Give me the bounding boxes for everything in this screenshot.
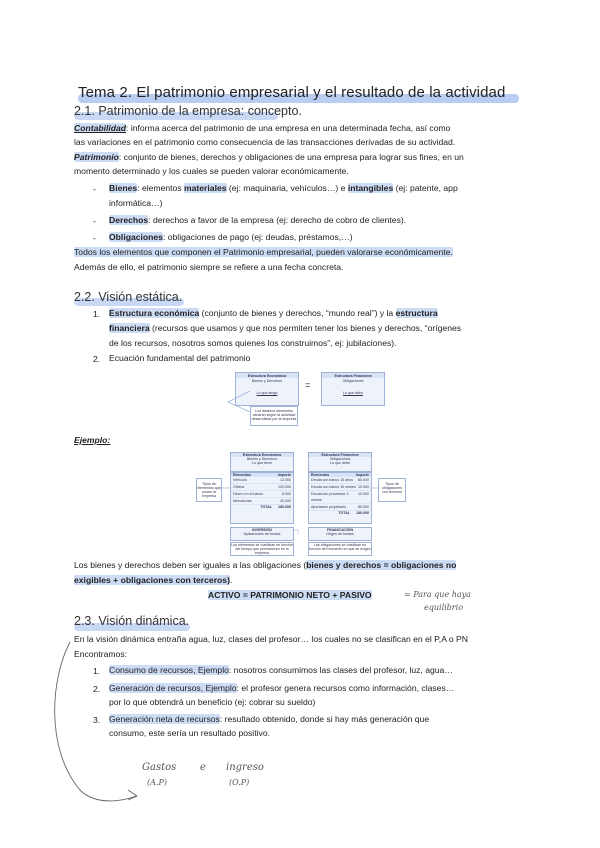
section-heading-2-1: 2.1. Patrimonio de la empresa: concepto.: [74, 104, 302, 118]
patrimonio-line-2: momento determinado y los cuales se pueden valorar económicamente.: [74, 166, 349, 176]
diagram-right-sub: Obligaciones: [342, 379, 364, 383]
bienes-text-3: (ej: patente, app: [393, 183, 458, 193]
example-right-sub: Obligaciones: [329, 457, 351, 461]
todos-text: Todos los elementos que componen el Patrimonio empresarial, pueden valorarse económicamente.: [74, 247, 453, 257]
financiacion-box: [308, 527, 372, 541]
example-left-title: Estructura Económica: [231, 453, 293, 457]
col-importe: Importe: [277, 473, 291, 477]
obligaciones-label: Obligaciones: [109, 232, 163, 242]
diagram-left-sub: Bienes y Derechos: [251, 379, 283, 383]
col-importe: Importe: [355, 473, 369, 477]
bienes-iguales-text: Los bienes y derechos deben ser iguales a las obligaciones (: [74, 560, 307, 570]
generacion-text: : el profesor genera recursos como información, clases…: [236, 683, 455, 693]
obligaciones-text: : obligaciones de pago (ej: deudas, préstamos,…): [162, 232, 353, 242]
encontramos: Encontramos:: [74, 649, 128, 659]
estructura-text: (conjunto de bienes y derechos, “mundo real”) y la: [199, 308, 396, 318]
contabilidad-text: : informa acerca del patrimonio de una empresa en una determinada fecha, así como: [126, 123, 451, 133]
hand-ingreso: ingreso: [226, 762, 264, 773]
diagram-note-text: Los distintos elementos variarán según la actividad desarrollada por la empresa: [251, 409, 297, 421]
right-side-note-text: Tipos de obligaciones con terceros: [382, 482, 402, 494]
estructura-line-1: [109, 306, 438, 320]
derechos-line: [109, 213, 406, 227]
row-element: Vehículo: [233, 478, 247, 482]
list-number: 1.: [93, 666, 101, 676]
consumo-label: Consumo de recursos, Ejemplo: [109, 665, 229, 675]
bottom-right-note-text: Las obligaciones se clasifican en función del momento en que se exigen: [309, 543, 371, 551]
ejemplo-label: [74, 433, 110, 447]
contabilidad-line-1: [74, 121, 450, 135]
bottom-left-note: [230, 542, 294, 556]
ecuacion-line: Ecuación fundamental del patrimonio: [109, 353, 251, 363]
generacion-neta-line-2: consumo, este sería un resultado positivo.: [109, 728, 270, 738]
example-right-title: Estructura Financiera: [309, 453, 371, 457]
financiacion-title: FINANCIACIÓN: [326, 528, 354, 532]
bienes-text-2: (ej: maquinaria, vehículos…) e: [226, 183, 348, 193]
row-element: Aportación propietario: [311, 505, 347, 509]
todos-line-1: [74, 245, 453, 259]
derechos-label: Derechos: [109, 215, 149, 225]
hand-arrow: [40, 640, 150, 810]
generacion-line-1: [109, 681, 454, 695]
bienes-text: : elementos: [137, 183, 184, 193]
financiacion-sub: Origen de fondos: [326, 532, 354, 536]
bienes-line-2: informática…): [109, 198, 163, 208]
inversion-title: INVERSIÓN: [252, 528, 272, 532]
row-amount: 40.000: [280, 499, 291, 503]
total-value: 180.000: [278, 505, 291, 509]
hand-op: (O.P): [229, 778, 250, 787]
row-element: Deuda con banco 10 meses: [311, 485, 356, 489]
generacion-label: Generación de recursos, Ejemplo: [109, 683, 237, 693]
consumo-text: : nosotros consumimos las clases del profesor, luz, agua…: [228, 665, 453, 675]
todos-line-2: Además de ello, el patrimonio siempre se refiere a una fecha concreta.: [74, 262, 344, 272]
row-amount: 10.000: [358, 485, 369, 489]
bienes-label: Bienes: [109, 183, 138, 193]
total-value: 180.000: [356, 511, 369, 515]
row-amount: 80.000: [358, 505, 369, 509]
list-number: 1.: [93, 309, 101, 319]
inversion-sub: Aplicaciones de fondos: [243, 532, 281, 536]
bullet-dash: -: [93, 184, 96, 194]
diagram-right-box: [321, 372, 385, 406]
bienes-iguales-line-2: [74, 573, 232, 587]
left-side-note-text: Tipos de elementos que posee la empresa: [197, 482, 221, 498]
bienes-iguales-line-1: [74, 558, 456, 572]
total-label: TOTAL: [338, 511, 350, 515]
estructura-text-2: (recursos que usamos y que nos permiten tener los bienes y derechos, “orígenes: [149, 323, 462, 333]
consumo-line: [109, 663, 453, 677]
hand-ap: (A.P): [147, 778, 167, 787]
bottom-right-note: [308, 542, 372, 556]
obligaciones-line: [109, 230, 353, 244]
equation-text: ACTIVO = PATRIMONIO NETO + PASIVO: [208, 590, 372, 600]
row-element: Oficina: [233, 485, 245, 489]
row-amount: 12.000: [280, 478, 291, 482]
bullet-dash: -: [93, 216, 96, 226]
estructura-label: estructura: [395, 308, 438, 318]
row-element: Dinero en el banco: [233, 492, 264, 496]
hand-e: e: [200, 762, 206, 773]
row-element: Deuda con banco 15 años: [311, 478, 353, 482]
bullet-dash: -: [93, 233, 96, 243]
contabilidad-label: Contabilidad: [74, 123, 127, 133]
generacion-neta-label: Generación neta de recursos: [109, 714, 220, 724]
inversion-box: [230, 527, 294, 541]
patrimonio-line-1: [74, 150, 464, 164]
list-number: 2.: [93, 684, 101, 694]
list-number: 2.: [93, 354, 101, 364]
patrimonio-label: Patrimonio: [74, 152, 119, 162]
financiera-label: financiera: [109, 323, 150, 333]
example-left-sub: Bienes y Derechos: [246, 457, 278, 461]
bienes-iguales-period: .: [229, 575, 233, 585]
row-amount: 120.000: [278, 485, 291, 489]
generacion-neta-line-1: [109, 712, 429, 726]
page-title: Tema 2. El patrimonio empresarial y el resultado de la actividad: [78, 84, 506, 101]
materiales-label: materiales: [184, 183, 227, 193]
generacion-line-2: por lo que obtendrá un beneficio (ej: cobrar su sueldo): [109, 697, 316, 707]
row-amount: 10.000: [358, 492, 369, 496]
col-elementos: Elementos: [311, 473, 330, 477]
row-amount: 8.000: [282, 492, 291, 496]
diagram-note: [250, 406, 298, 426]
hand-note-eq-2: equilibrio: [424, 603, 464, 612]
example-left-foot: Lo que tiene: [252, 461, 272, 465]
bienes-line-1: [109, 181, 458, 195]
diagram-equals: =: [305, 380, 311, 390]
derechos-text: : derechos a favor de la empresa (ej: derecho de cobro de clientes).: [148, 215, 407, 225]
contabilidad-line-2: las variaciones en el patrimonio como consecuencia de las transacciones derivadas de su actividad.: [74, 137, 456, 147]
bienes-iguales-bold: bienes y derechos = obligaciones no: [306, 560, 457, 570]
row-element: Mercancías: [233, 499, 252, 503]
equation-line: [208, 588, 372, 602]
col-elementos: Elementos: [233, 473, 252, 477]
section-heading-2-3: 2.3. Visión dinámica.: [74, 614, 190, 628]
diagram-right-title: Estructura Financiera: [322, 373, 384, 378]
hand-note-eq-1: = Para que haya: [404, 590, 471, 599]
example-right-header: [308, 452, 372, 472]
generacion-neta-text: : resultado obtenido, donde si hay más generación que: [219, 714, 430, 724]
estructura-line-3: de los recursos, nosotros somos quienes los construimos”, ej: jubilaciones).: [109, 338, 397, 348]
patrimonio-text: : conjunto de bienes, derechos y obligaciones de una empresa para lograr sus fines, en un: [118, 152, 464, 162]
bienes-iguales-bold-2: exigibles + obligaciones con terceros): [74, 575, 230, 585]
bottom-left-note-text: Los elementos se clasifican en función del tiempo que permanecen en la empresa: [231, 543, 293, 555]
example-left-header: [230, 452, 294, 472]
row-amount: 80.000: [358, 478, 369, 482]
intangibles-label: intangibles: [347, 183, 394, 193]
hand-gastos: Gastos: [142, 762, 177, 773]
total-label: TOTAL: [260, 505, 272, 509]
estructura-line-2: [109, 321, 461, 335]
estructura-economica-label: Estructura económica: [109, 308, 200, 318]
row-element: Deuda con proveedor 3 meses: [311, 492, 349, 502]
ejemplo-text: Ejemplo:: [74, 435, 111, 445]
list-number: 3.: [93, 715, 101, 725]
diagram-left-foot: Lo que tengo: [256, 391, 278, 395]
dinamica-intro: En la visión dinámica entraña agua, luz, clases del profesor… los cuales no se clasifican en el P,A o PN: [74, 634, 468, 644]
example-right-foot: Lo que debe: [330, 461, 350, 465]
section-heading-2-2: 2.2. Visión estática.: [74, 290, 183, 304]
diagram-left-title: Estructura Económica: [236, 373, 298, 378]
diagram-right-foot: Lo que debo: [343, 391, 363, 395]
